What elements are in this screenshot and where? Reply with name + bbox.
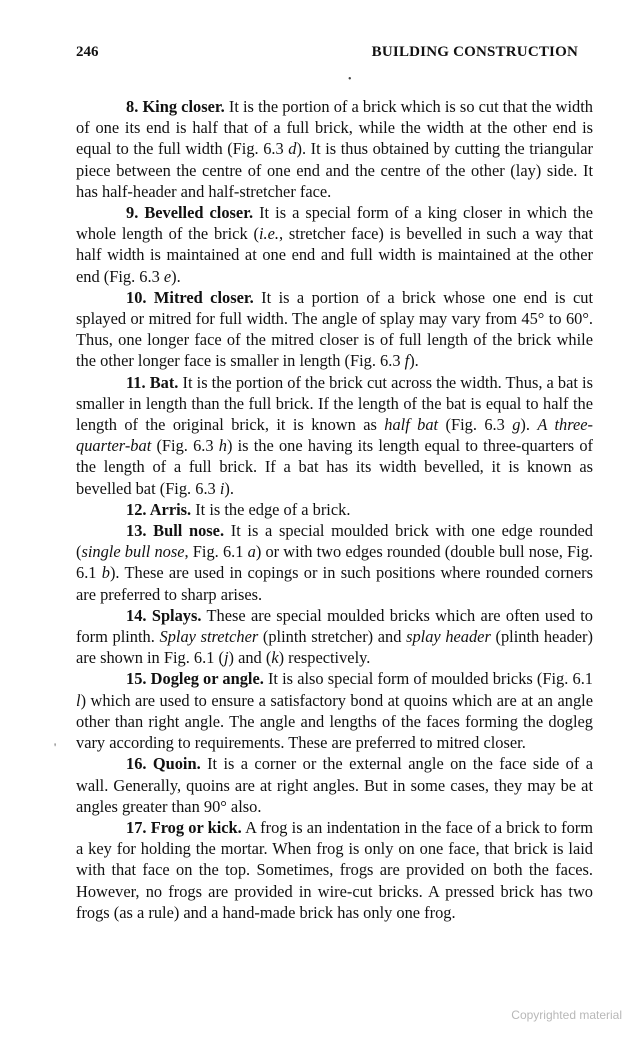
figure-letter: b [101, 563, 110, 583]
italic-term: Splay stretcher [159, 627, 259, 647]
page-number: 246 [76, 44, 99, 60]
italic-term: half bat [384, 415, 439, 435]
item-heading: 9. Bevelled closer. [126, 203, 254, 223]
item-heading: 17. Frog or kick. [126, 817, 242, 837]
paragraph-bevelled-closer: 9. Bevelled closer. It is a special form of a king closer in which the whole length of the brick (i.e., stretcher face) is bevelled in such a way that half width is maintained at one end and full width is maintained at the other end (Fig. 6.3 e). [76, 203, 594, 286]
figure-letter: f [404, 351, 410, 371]
page-header [76, 44, 578, 66]
italic-term: splay header [406, 627, 491, 647]
item-heading: 10. Mitred closer. [126, 287, 254, 307]
item-heading: 11. Bat. [126, 372, 179, 392]
figure-letter: g [512, 415, 521, 435]
paragraph-quoin: 16. Quoin. It is a corner or the external angle on the face side of a wall. Generally, quoins are at right angles. But in some cases, they may be at angles greater than 90° also. [76, 754, 593, 816]
paragraph-bat: 11. Bat. It is the portion of the brick cut across the width. Thus, a bat is smaller in length than the full brick. If the length of the bat is equal to half the length of the original brick, it is known as half bat (Fig. 6.3 g). A three-quarter-bat (Fig. 6.3 h) is the one having its length equal to three-quarters of the length of a full brick. If a bat has its width bevelled, it is known as bevelled bat (Fig. 6.3 i). [76, 372, 594, 498]
paragraph-frog: 17. Frog or kick. A frog is an indentation in the face of a brick to form a key for holding the mortar. When frog is only on one face, that brick is laid with that face on the top. Sometimes, frogs are provided on both the faces. However, no frogs are provided in wire-cut bricks. A pressed brick has two frogs (as a rule) and a hand-made brick has only one frog. [76, 817, 593, 922]
abbreviation: i.e. [258, 224, 279, 244]
running-head: BUILDING CONSTRUCTION [371, 44, 578, 60]
figure-letter: e [163, 266, 172, 286]
paragraph-king-closer: 8. King closer. It is the portion of a brick which is so cut that the width of one its end is half that of a full brick, while the width at the other end is equal to the full width (Fig. 6.3 d). It is thus obtained by cutting the triangular piece between the centre of one end and the centre of the other (lay) side. It has half-header and half-stretcher face. [76, 97, 593, 201]
figure-letter: k [271, 648, 279, 668]
paragraph-bull-nose: 13. Bull nose. It is a special moulded brick with one edge rounded (single bull nose, Fig. 6.1 a) or with two edges rounded (double bull nose, Fig. 6.1 b). These are used in copings or in such positions where rounded corners are preferred to sharp arises. [76, 521, 593, 604]
figure-letter: d [288, 139, 297, 159]
figure-letter: i [219, 478, 225, 498]
italic-term: single bull nose [81, 542, 185, 562]
italic-term: A three-quarter-bat [76, 415, 593, 456]
item-heading: 13. Bull nose. [126, 521, 225, 541]
item-heading: 8. King closer. [126, 97, 225, 116]
item-heading: 12. Arris. [126, 499, 192, 519]
item-heading: 16. Quoin. [126, 754, 201, 774]
figure-letter: h [218, 436, 227, 456]
item-heading: 14. Splays. [126, 605, 202, 625]
figure-letter: a [247, 542, 256, 562]
figure-letter: l [76, 690, 81, 710]
stray-mark: • [348, 74, 352, 85]
figure-letter: j [223, 648, 229, 668]
item-heading: 15. Dogleg or angle. [126, 669, 264, 689]
body-text [76, 96, 593, 923]
paragraph-splays: 14. Splays. These are special moulded bricks which are often used to form plinth. Splay stretcher (plinth stretcher) and splay header (plinth header) are shown in Fig. 6.1 (j) and (k) respectively. [76, 605, 593, 668]
paragraph-mitred-closer: 10. Mitred closer. It is a portion of a brick whose one end is cut splayed or mitred for full width. The angle of splay may vary from 45° to 60°. Thus, one longer face of the mitred closer is of full length of the brick while the other longer face is smaller in length (Fig. 6.3 f). [76, 287, 593, 371]
paragraph-arris: 12. Arris. It is the edge of a brick. [126, 499, 351, 519]
paragraph-dogleg: 15. Dogleg or angle. It is also special form of moulded bricks (Fig. 6.1 l) which are used to ensure a satisfactory bond at quoins which are at an angle other than right angle. The angle and lengths of the faces forming the dogleg vary according to requirements. These are preferred to mitred closer. [76, 669, 593, 753]
margin-mark: ' [54, 740, 57, 754]
copyright-watermark: Copyrighted material [511, 1008, 622, 1022]
